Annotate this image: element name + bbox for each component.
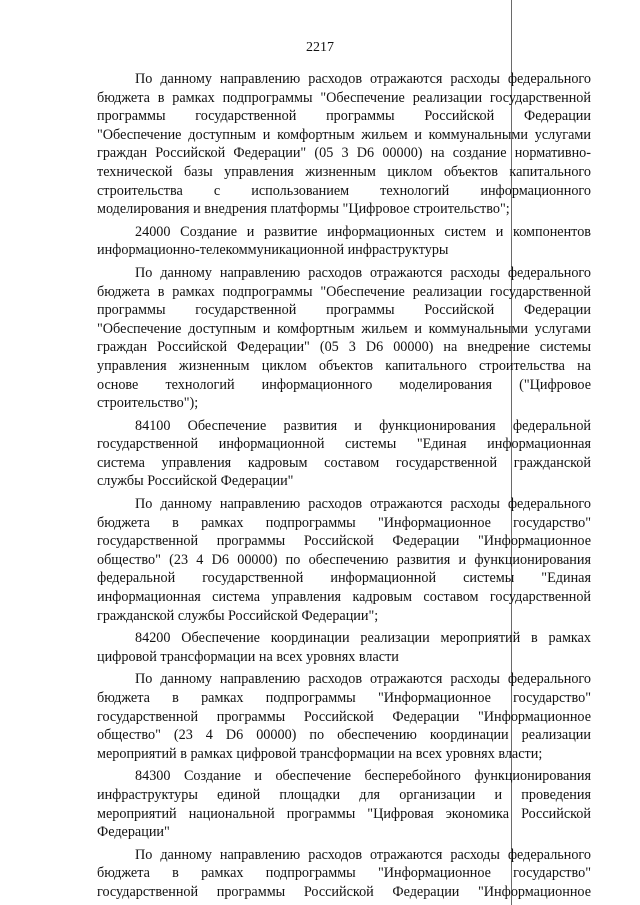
text-line: мероприятий национальной программы "Цифровая экономика Российской xyxy=(97,805,591,822)
text-line: По данному направлению расходов отражаются расходы федерального xyxy=(135,846,591,863)
page-number: 2217 xyxy=(306,40,334,55)
text-line: 84200 Обеспечение координации реализации мероприятий в рамках xyxy=(135,630,591,647)
text-line: "Обеспечение доступным и комфортным жильем и коммунальными услугами xyxy=(97,126,591,143)
text-line: государственной информационной системы "Единая информационная xyxy=(97,436,591,453)
text-line: моделирования и внедрения платформы "Цифровое строительство"; xyxy=(97,201,510,218)
paragraph xyxy=(97,417,591,491)
text-line: информационная система управления кадровым составом государственной xyxy=(97,589,591,606)
text-line: инфраструктуры единой площадки для организации и проведения xyxy=(97,786,591,803)
text-line: граждан Российской Федерации" (05 3 D6 00000) на внедрение системы xyxy=(97,339,591,356)
document-body xyxy=(97,70,591,902)
text-line: строительство"); xyxy=(97,395,199,412)
text-line: федеральной государственной информационной системы "Единая xyxy=(97,570,591,587)
paragraph xyxy=(97,846,591,902)
paragraph xyxy=(97,495,591,625)
text-line: управления жизненным циклом объектов капитального строительства на xyxy=(97,357,591,374)
text-line: программы государственной программы Российской Федерации xyxy=(97,108,591,125)
text-line: общество" (23 4 D6 00000) по обеспечению развития и функционирования xyxy=(97,551,591,568)
text-line: бюджета в рамках подпрограммы "Информационное государство" xyxy=(97,514,591,531)
paragraph xyxy=(97,70,591,219)
text-line: 84100 Обеспечение развития и функционирования федеральной xyxy=(135,417,591,434)
text-line: Федерации" xyxy=(97,824,170,841)
text-line: государственной программы Российской Федерации "Информационное xyxy=(97,883,591,900)
paragraph xyxy=(97,767,591,841)
text-line: По данному направлению расходов отражаются расходы федерального xyxy=(135,264,591,281)
text-line: система управления кадровым составом государственной гражданской xyxy=(97,454,591,471)
paragraph xyxy=(97,223,591,260)
paragraph xyxy=(97,670,591,763)
text-line: программы государственной программы Российской Федерации xyxy=(97,302,591,319)
text-line: гражданской службы Российской Федерации"; xyxy=(97,607,379,624)
text-line: государственной программы Российской Федерации "Информационное xyxy=(97,708,591,725)
text-line: граждан Российской Федерации" (05 3 D6 00000) на создание нормативно- xyxy=(97,145,591,162)
paragraph xyxy=(97,629,591,666)
text-line: технической базы управления жизненным циклом объектов капитального xyxy=(97,163,591,180)
text-line: бюджета в рамках подпрограммы "Информационное государство" xyxy=(97,865,591,882)
text-line: основе технологий информационного моделирования ("Цифровое xyxy=(97,376,591,393)
text-line: цифровой трансформации на всех уровнях власти xyxy=(97,648,399,665)
text-line: информационно-телекоммуникационной инфраструктуры xyxy=(97,242,449,259)
text-line: 24000 Создание и развитие информационных систем и компонентов xyxy=(135,223,591,240)
text-line: По данному направлению расходов отражаются расходы федерального xyxy=(135,671,591,688)
text-line: службы Российской Федерации" xyxy=(97,473,294,490)
text-line: По данному направлению расходов отражаются расходы федерального xyxy=(135,496,591,513)
paragraph xyxy=(97,264,591,413)
text-line: строительства с использованием технологий информационного xyxy=(97,182,591,199)
text-line: мероприятий в рамках цифровой трансформации на всех уровнях власти; xyxy=(97,745,543,762)
text-line: 84300 Создание и обеспечение бесперебойного функционирования xyxy=(135,768,591,785)
text-line: бюджета в рамках подпрограммы "Обеспечение реализации государственной xyxy=(97,283,591,300)
text-line: государственной программы Российской Федерации "Информационное xyxy=(97,533,591,550)
text-line: общество" (23 4 D6 00000) по обеспечению координации реализации xyxy=(97,727,591,744)
text-line: бюджета в рамках подпрограммы "Информационное государство" xyxy=(97,690,591,706)
text-line: бюджета в рамках подпрограммы "Обеспечение реализации государственной xyxy=(97,89,591,106)
text-line: "Обеспечение доступным и комфортным жильем и коммунальными услугами xyxy=(97,320,591,337)
text-line: По данному направлению расходов отражаются расходы федерального xyxy=(135,71,591,87)
